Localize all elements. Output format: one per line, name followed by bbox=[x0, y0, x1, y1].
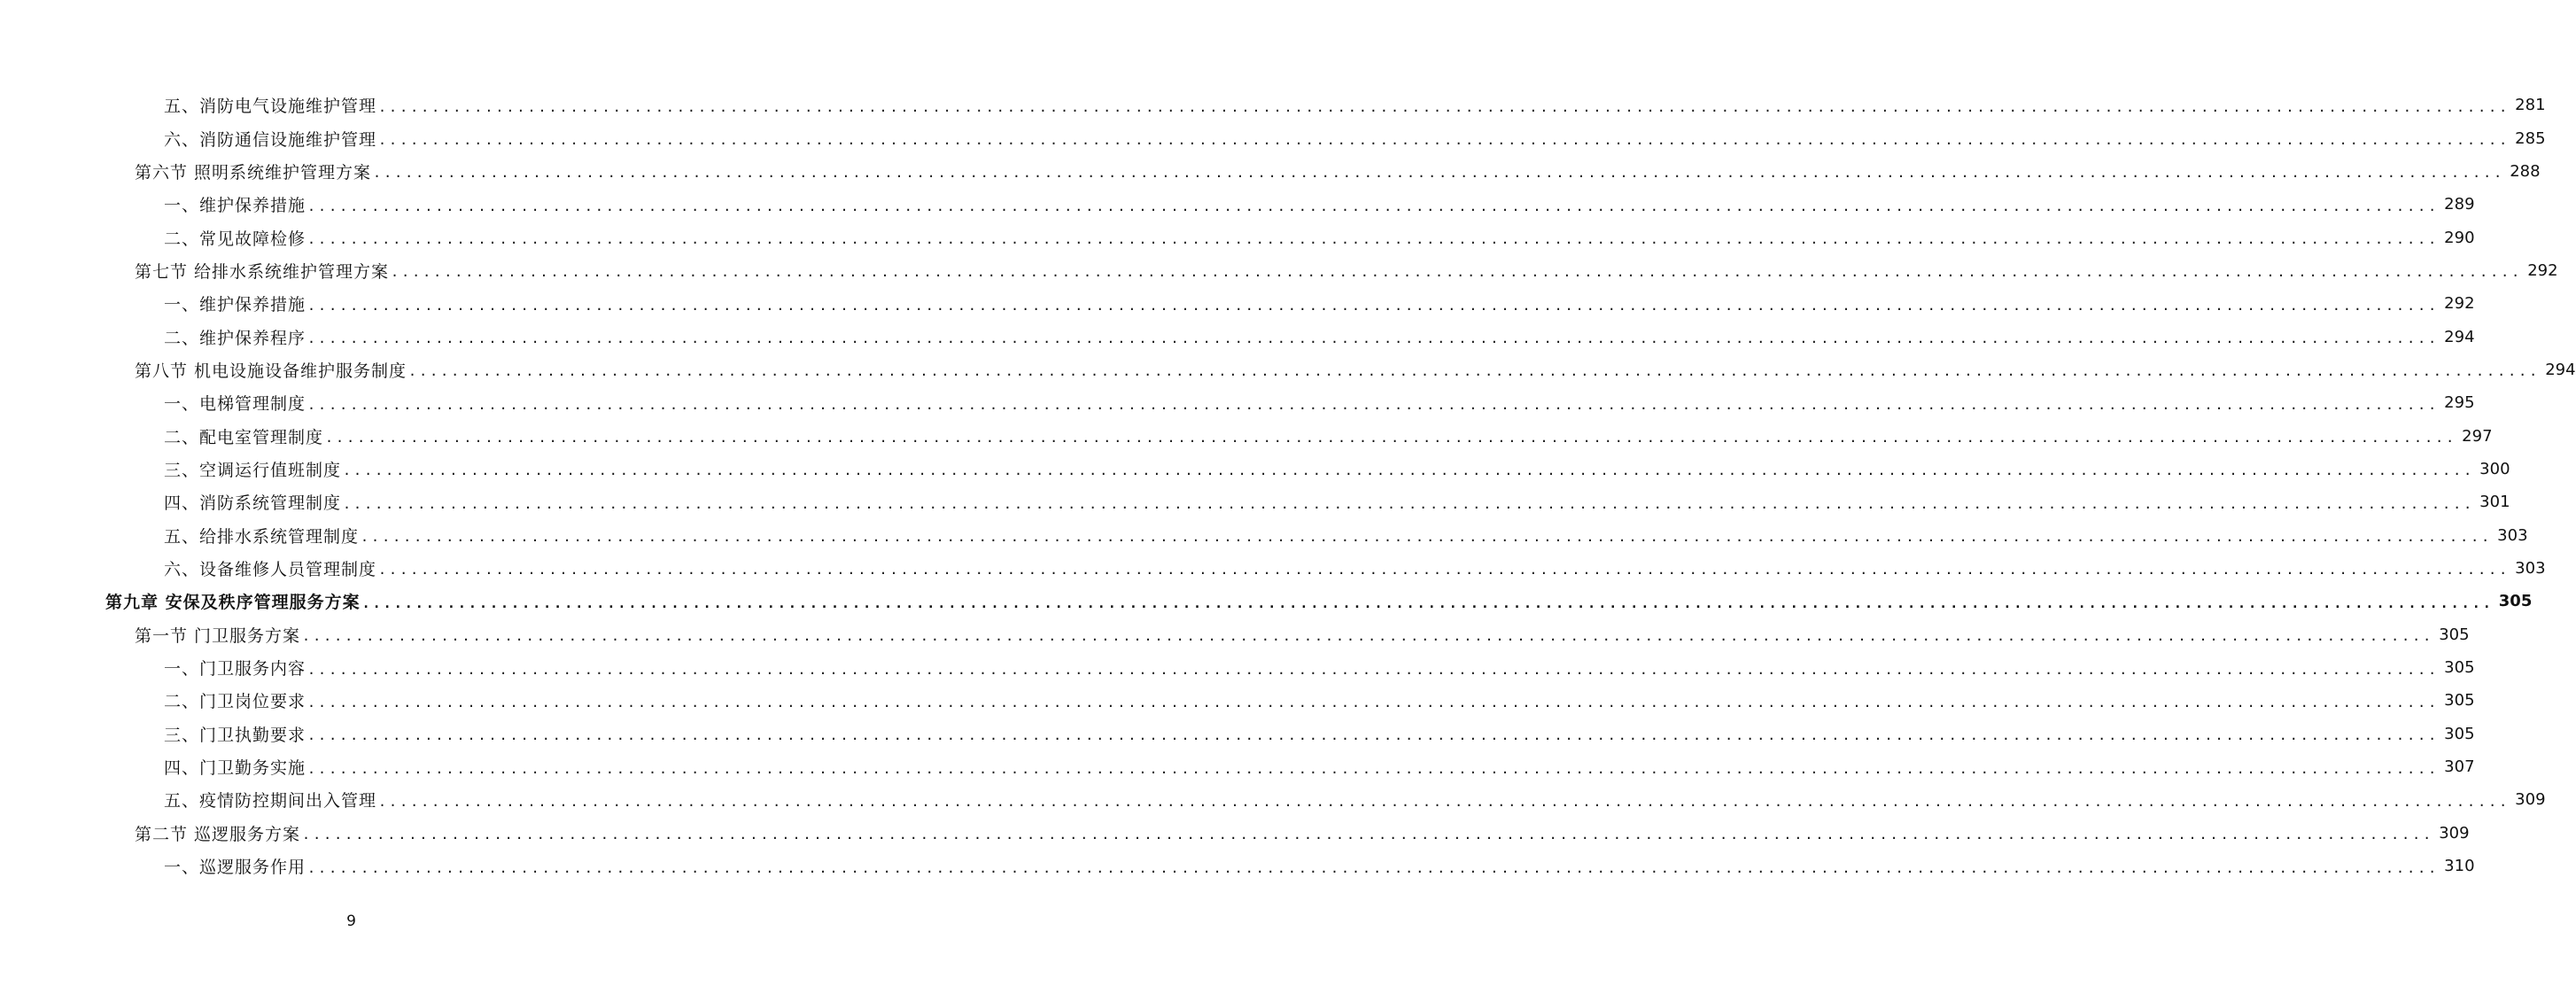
toc-entry-title: 一、巡逻服务作用 bbox=[164, 858, 306, 878]
toc-subsection-entry[interactable] bbox=[0, 188, 2475, 221]
toc-dot-leader: ........................................................................................................................................................................................................ bbox=[361, 529, 2493, 546]
toc-entry-page-number: 303 bbox=[2497, 525, 2528, 545]
toc-entry-page-number: 310 bbox=[2444, 857, 2475, 876]
toc-entry-title: 第二节 巡逻服务方案 bbox=[135, 824, 301, 844]
toc-entry-page-number: 289 bbox=[2444, 195, 2475, 214]
toc-entry-title: 三、门卫执勤要求 bbox=[164, 725, 306, 745]
toc-chapter-entry[interactable] bbox=[0, 585, 2533, 617]
toc-entry-page-number: 297 bbox=[2462, 426, 2493, 446]
toc-dot-leader: ........................................................................................................................................................................................................ bbox=[302, 628, 2434, 645]
toc-dot-leader: ........................................................................................................................................................................................................ bbox=[307, 231, 2440, 248]
toc-dot-leader: ........................................................................................................................................................................................................ bbox=[307, 297, 2440, 314]
toc-entry-title: 三、空调运行值班制度 bbox=[164, 460, 342, 480]
toc-dot-leader: ........................................................................................................................................................................................................ bbox=[307, 661, 2440, 678]
toc-dot-leader: ........................................................................................................................................................................................................ bbox=[378, 98, 2510, 115]
toc-section-entry[interactable] bbox=[0, 353, 2576, 386]
toc-subsection-entry[interactable] bbox=[0, 485, 2510, 518]
toc-entry-page-number: 281 bbox=[2515, 96, 2546, 115]
toc-entry-page-number: 292 bbox=[2444, 294, 2475, 314]
toc-subsection-entry[interactable] bbox=[0, 552, 2546, 585]
toc-dot-leader: ........................................................................................................................................................................................................ bbox=[307, 760, 2440, 777]
toc-dot-leader: ........................................................................................................................................................................................................ bbox=[325, 430, 2457, 447]
toc-dot-leader: ........................................................................................................................................................................................................ bbox=[307, 859, 2440, 876]
toc-dot-leader: ........................................................................................................................................................................................................ bbox=[373, 165, 2505, 182]
table-of-contents bbox=[0, 89, 2576, 882]
toc-subsection-entry[interactable] bbox=[0, 750, 2475, 783]
toc-entry-page-number: 307 bbox=[2444, 757, 2475, 777]
toc-dot-leader: ........................................................................................................................................................................................................ bbox=[307, 694, 2440, 711]
toc-dot-leader: ........................................................................................................................................................................................................ bbox=[343, 495, 2475, 512]
toc-entry-page-number: 300 bbox=[2479, 459, 2510, 478]
toc-entry-page-number: 290 bbox=[2444, 228, 2475, 247]
toc-entry-title: 二、维护保养程序 bbox=[164, 328, 306, 348]
toc-dot-leader: ........................................................................................................................................................................................................ bbox=[343, 462, 2475, 479]
toc-subsection-entry[interactable] bbox=[0, 320, 2475, 353]
toc-entry-page-number: 305 bbox=[2444, 658, 2475, 678]
toc-entry-title: 第六节 照明系统维护管理方案 bbox=[135, 162, 372, 182]
toc-entry-page-number: 305 bbox=[2439, 625, 2470, 644]
toc-section-entry[interactable] bbox=[0, 618, 2470, 651]
toc-entry-page-number: 285 bbox=[2515, 128, 2546, 148]
toc-entry-page-number: 305 bbox=[2498, 592, 2533, 611]
toc-entry-page-number: 305 bbox=[2444, 691, 2475, 711]
toc-entry-title: 六、消防通信设施维护管理 bbox=[164, 129, 377, 150]
toc-entry-title: 第八节 机电设施设备维护服务制度 bbox=[135, 361, 407, 381]
toc-entry-title: 一、维护保养措施 bbox=[164, 295, 306, 315]
page-number: 9 bbox=[346, 912, 356, 930]
toc-entry-title: 第七节 给排水系统维护管理方案 bbox=[135, 261, 390, 282]
toc-subsection-entry[interactable] bbox=[0, 684, 2475, 717]
toc-dot-leader: ........................................................................................................................................................................................................ bbox=[307, 727, 2440, 744]
toc-entry-page-number: 305 bbox=[2444, 724, 2475, 743]
toc-subsection-entry[interactable] bbox=[0, 221, 2475, 253]
toc-entry-title: 一、电梯管理制度 bbox=[164, 394, 306, 415]
toc-dot-leader: ........................................................................................................................................................................................................ bbox=[378, 562, 2510, 579]
toc-dot-leader: ........................................................................................................................................................................................................ bbox=[408, 363, 2541, 380]
toc-subsection-entry[interactable] bbox=[0, 121, 2546, 154]
toc-entry-title: 五、给排水系统管理制度 bbox=[164, 526, 360, 547]
toc-dot-leader: ........................................................................................................................................................................................................ bbox=[378, 793, 2510, 810]
toc-entry-title: 第一节 门卫服务方案 bbox=[135, 625, 301, 646]
toc-entry-title: 五、消防电气设施维护管理 bbox=[164, 97, 377, 117]
toc-dot-leader: ........................................................................................................................................................................................................ bbox=[361, 594, 2494, 611]
toc-entry-title: 一、门卫服务内容 bbox=[164, 659, 306, 679]
toc-entry-page-number: 295 bbox=[2444, 393, 2475, 413]
toc-entry-title: 二、门卫岗位要求 bbox=[164, 692, 306, 712]
toc-subsection-entry[interactable] bbox=[0, 783, 2546, 816]
toc-dot-leader: ........................................................................................................................................................................................................ bbox=[307, 330, 2440, 347]
toc-entry-page-number: 294 bbox=[2444, 327, 2475, 346]
toc-subsection-entry[interactable] bbox=[0, 386, 2475, 419]
toc-subsection-entry[interactable] bbox=[0, 651, 2475, 684]
toc-entry-page-number: 309 bbox=[2439, 823, 2470, 843]
toc-dot-leader: ........................................................................................................................................................................................................ bbox=[302, 827, 2434, 843]
toc-dot-leader: ........................................................................................................................................................................................................ bbox=[391, 264, 2523, 281]
toc-entry-page-number: 288 bbox=[2510, 161, 2541, 181]
toc-dot-leader: ........................................................................................................................................................................................................ bbox=[307, 396, 2440, 413]
toc-entry-title: 一、维护保养措施 bbox=[164, 196, 306, 216]
toc-entry-title: 二、常见故障检修 bbox=[164, 229, 306, 249]
toc-subsection-entry[interactable] bbox=[0, 453, 2510, 485]
toc-entry-title: 第九章 安保及秩序管理服务方案 bbox=[105, 593, 361, 613]
toc-subsection-entry[interactable] bbox=[0, 850, 2475, 882]
toc-subsection-entry[interactable] bbox=[0, 718, 2475, 750]
toc-entry-page-number: 303 bbox=[2515, 558, 2546, 578]
toc-entry-title: 二、配电室管理制度 bbox=[164, 427, 324, 447]
toc-subsection-entry[interactable] bbox=[0, 89, 2546, 121]
toc-section-entry[interactable] bbox=[0, 155, 2541, 188]
toc-section-entry[interactable] bbox=[0, 254, 2558, 287]
toc-section-entry[interactable] bbox=[0, 817, 2470, 850]
toc-entry-page-number: 309 bbox=[2515, 790, 2546, 810]
toc-subsection-entry[interactable] bbox=[0, 419, 2493, 452]
toc-dot-leader: ........................................................................................................................................................................................................ bbox=[378, 132, 2510, 149]
toc-entry-title: 五、疫情防控期间出入管理 bbox=[164, 791, 377, 812]
toc-entry-title: 六、设备维修人员管理制度 bbox=[164, 559, 377, 579]
toc-subsection-entry[interactable] bbox=[0, 287, 2475, 320]
toc-entry-page-number: 294 bbox=[2545, 360, 2576, 379]
toc-entry-title: 四、消防系统管理制度 bbox=[164, 493, 342, 514]
toc-subsection-entry[interactable] bbox=[0, 518, 2528, 551]
toc-entry-title: 四、门卫勤务实施 bbox=[164, 758, 306, 779]
toc-entry-page-number: 292 bbox=[2527, 260, 2558, 280]
toc-entry-page-number: 301 bbox=[2479, 493, 2510, 512]
toc-dot-leader: ........................................................................................................................................................................................................ bbox=[307, 198, 2440, 214]
